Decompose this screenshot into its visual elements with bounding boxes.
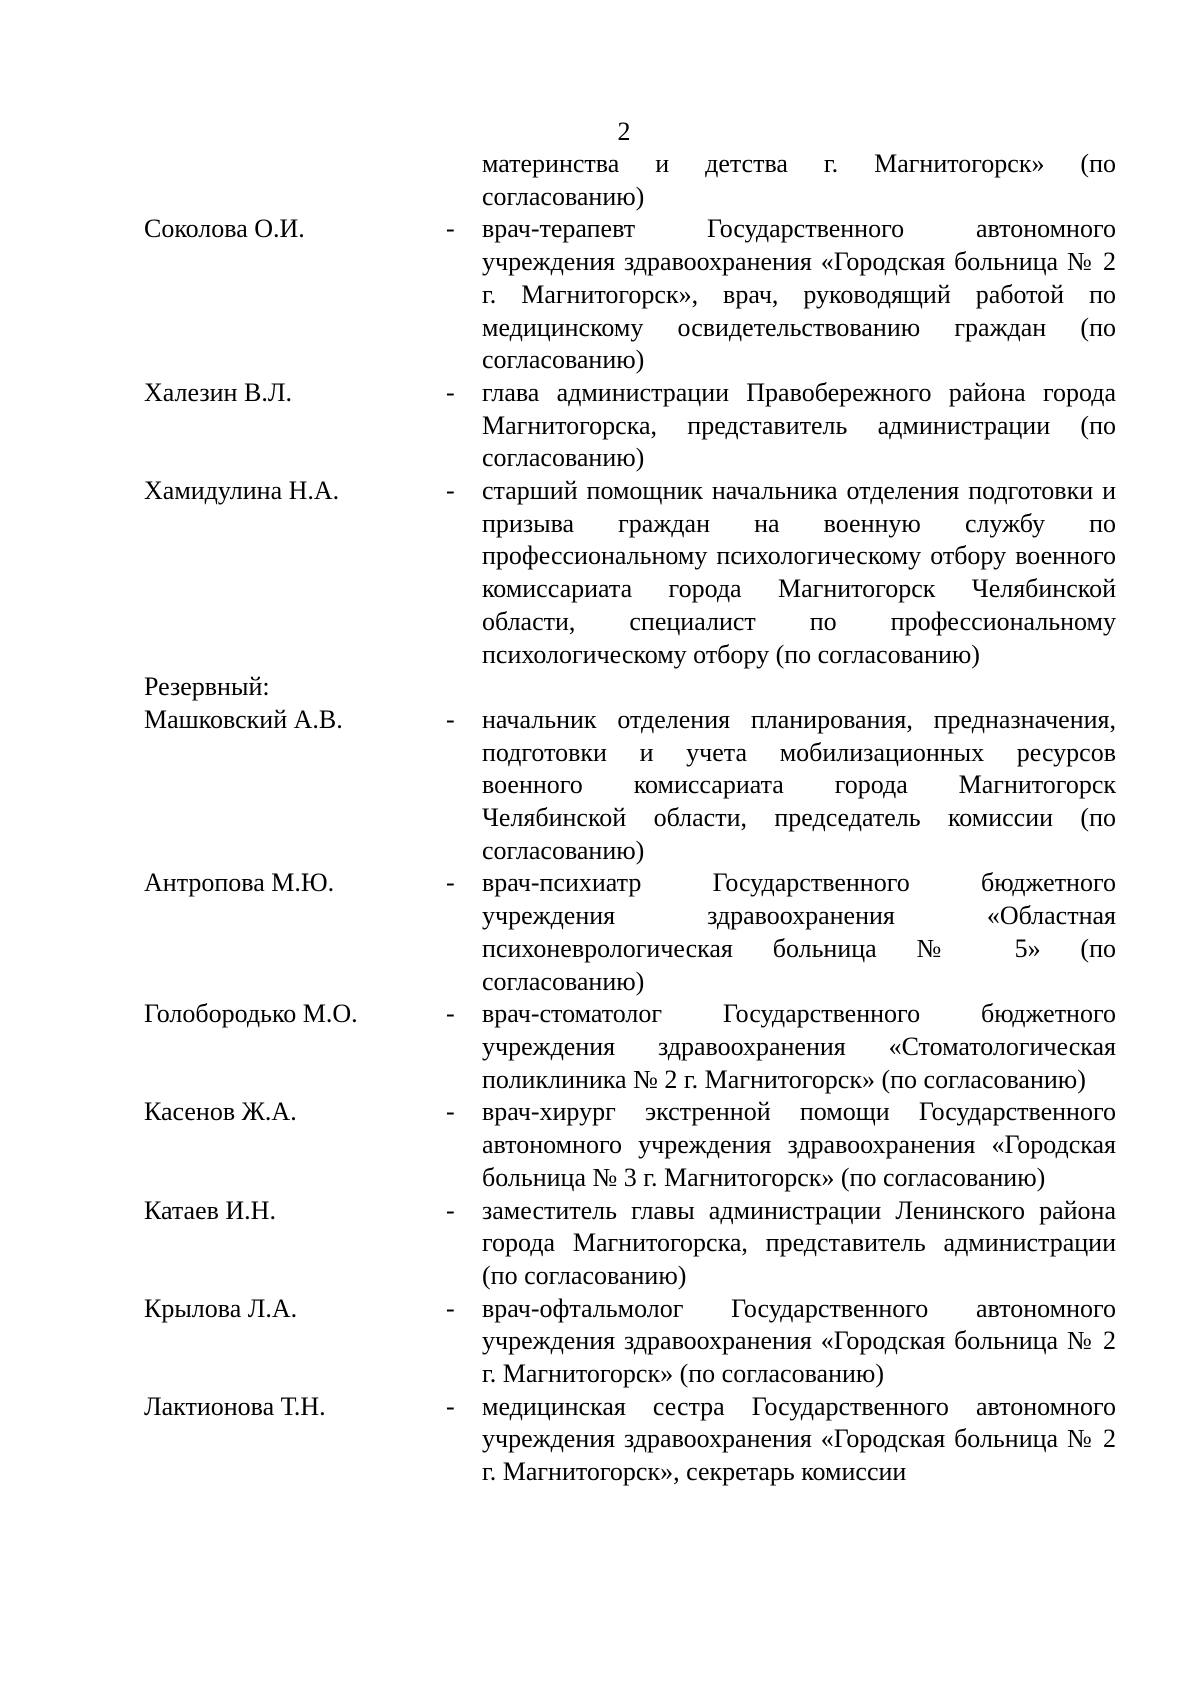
member-name: Хамидулина Н.А. [144, 476, 340, 506]
continuation-text: материнства и детства г. Магнитогорск» (по согласованию) [482, 149, 1116, 211]
reserve-member-entry [144, 1293, 1116, 1391]
reserve-member-dash: - [446, 868, 455, 898]
member-entry [144, 475, 1116, 671]
member-entry [144, 213, 1116, 377]
member-name: Халезин В.Л. [144, 377, 292, 407]
member-name: Соколова О.И. [144, 214, 305, 244]
reserve-member-entry [144, 704, 1116, 868]
member-list [144, 148, 1116, 1489]
reserve-member-name: Катаев И.Н. [144, 1195, 276, 1225]
reserve-member-list [144, 704, 1116, 1489]
member-dash: - [446, 476, 455, 506]
reserve-member-description: начальник отделения планирования, предназначения, подготовки и учета мобилизационных ресурсов военного комиссариата города Магнитогорск Челябинской области, председатель комиссии (по согласованию) [482, 704, 1116, 865]
reserve-member-name: Голобородько М.О. [144, 999, 358, 1029]
reserve-member-dash: - [446, 1195, 455, 1225]
reserve-member-description: заместитель главы администрации Ленинского района города Магнитогорска, представитель администрации (по согласованию) [482, 1195, 1116, 1290]
reserve-member-name: Касенов Ж.А. [144, 1097, 297, 1127]
reserve-member-dash: - [446, 1293, 455, 1323]
member-dash: - [446, 377, 455, 407]
reserve-member-dash: - [446, 1391, 455, 1421]
reserve-member-entry [144, 867, 1116, 998]
page-number: 2 [617, 117, 631, 146]
reserve-member-name: Машковский А.В. [144, 704, 343, 734]
reserve-member-description: врач-стоматолог Государственного бюджетного учреждения здравоохранения «Стоматологическая поликлиника № 2 г. Магнитогорск» (по согласованию) [482, 999, 1116, 1094]
reserve-member-entry [144, 1195, 1116, 1293]
reserve-member-description: врач-офтальмолог Государственного автономного учреждения здравоохранения «Городская больница № 2 г. Магнитогорск» (по согласованию) [482, 1293, 1116, 1389]
reserve-member-dash: - [446, 999, 455, 1029]
member-entry [144, 377, 1116, 475]
reserve-member-entry [144, 1391, 1116, 1489]
reserve-member-entry [144, 998, 1116, 1096]
member-description: старший помощник начальника отделения подготовки и призыва граждан на военную службу по профессиональному психологическому отбору военного комиссариата города Магнитогорск Челябинской области, специалист по профессиональному психологическому отбору (по согласованию) [482, 476, 1116, 669]
reserve-member-description: медицинская сестра Государственного автономного учреждения здравоохранения «Городская больница № 2 г. Магнитогорск», секретарь комиссии [482, 1391, 1116, 1487]
member-description: врач-терапевт Государственного автономного учреждения здравоохранения «Городская больница № 2 г. Магнитогорск», врач, руководящий работой по медицинскому освидетельствованию граждан (по согласованию) [482, 214, 1116, 375]
reserve-member-dash: - [446, 1097, 455, 1127]
member-description: глава администрации Правобережного района города Магнитогорска, представитель администрации (по согласованию) [482, 377, 1116, 473]
member-dash: - [446, 214, 455, 244]
reserve-member-dash: - [446, 704, 455, 734]
reserve-member-entry [144, 1096, 1116, 1194]
reserve-member-description: врач-психиатр Государственного бюджетного учреждения здравоохранения «Областная психоневрологическая больница № 5» (по согласованию) [482, 868, 1116, 996]
reserve-section-label: Резервный: [144, 672, 270, 702]
continuation-entry [144, 148, 1116, 213]
reserve-member-name: Антропова М.Ю. [144, 868, 335, 898]
main-member-list [144, 213, 1116, 671]
reserve-member-description: врач-хирург экстренной помощи Государственного автономного учреждения здравоохранения «Городская больница № 3 г. Магнитогорск» (по согласованию) [482, 1097, 1116, 1192]
reserve-member-name: Лактионова Т.Н. [144, 1391, 326, 1421]
reserve-member-name: Крылова Л.А. [144, 1293, 298, 1323]
